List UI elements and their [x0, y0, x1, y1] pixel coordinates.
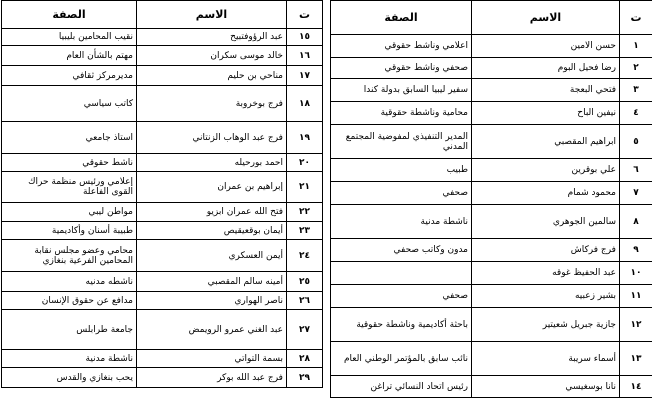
row-desc: صحفي وناشط حقوقي: [331, 58, 472, 79]
table-row: [2, 46, 323, 66]
table-row: [331, 342, 652, 376]
table-row: [331, 102, 652, 125]
row-name: فرج عبد الله بوكر: [137, 368, 287, 388]
row-desc: إعلامي ورئيس منظمة حراك القوى الفاعلة: [2, 172, 137, 203]
row-num: ١٧: [287, 66, 323, 86]
row-name: أسماء سريبة: [472, 342, 620, 376]
row-num: ٢٠: [287, 154, 323, 172]
row-name: أيمان بوقعيقيص: [137, 222, 287, 240]
row-num: ١٣: [620, 342, 652, 376]
header-desc: الصفة: [331, 1, 472, 35]
row-name: عبد الرؤوفتبيح: [137, 29, 287, 46]
row-num: ٢٥: [287, 272, 323, 292]
table-row: [2, 29, 323, 46]
row-name: خالد موسى سكران: [137, 46, 287, 66]
table-row: [331, 159, 652, 182]
row-num: ٣: [620, 79, 652, 102]
row-desc: [331, 262, 472, 285]
row-num: ٩: [620, 239, 652, 262]
row-name: فرج فركاش: [472, 239, 620, 262]
row-num: ٢١: [287, 172, 323, 203]
row-name: ناصر الهواري: [137, 292, 287, 310]
table-row: [2, 122, 323, 154]
table-row: [2, 203, 323, 222]
row-num: ٢٤: [287, 240, 323, 272]
row-desc: ناشطه مدنيه: [2, 272, 137, 292]
header-num: ت: [620, 1, 652, 35]
table-row: [2, 172, 323, 203]
row-desc: مواطن ليبي: [2, 203, 137, 222]
row-name: فرج بوخروبة: [137, 86, 287, 122]
row-name: حسن الامين: [472, 35, 620, 58]
signatories-table-right: [330, 0, 652, 398]
table-row: [2, 222, 323, 240]
row-desc: اعلامي وناشط حقوقي: [331, 35, 472, 58]
signatories-table-left: [1, 0, 323, 388]
row-name: مناحي بن حليم: [137, 66, 287, 86]
table-row: [331, 308, 652, 342]
table-row: [2, 310, 323, 350]
row-desc: ناشط حقوقي: [2, 154, 137, 172]
row-num: ٢٨: [287, 350, 323, 368]
row-num: ٢٩: [287, 368, 323, 388]
table-row: [331, 35, 652, 58]
row-name: أمينه سالم المقصبي: [137, 272, 287, 292]
row-num: ٢٢: [287, 203, 323, 222]
row-desc: كاتب سياسي: [2, 86, 137, 122]
table-row: [331, 125, 652, 159]
table-row: [2, 240, 323, 272]
row-name: بشير زعبيه: [472, 285, 620, 308]
table-row: [2, 350, 323, 368]
row-desc: مديرمركز ثقافي: [2, 66, 137, 86]
row-name: فتح الله عمران ابزيو: [137, 203, 287, 222]
header-num: ت: [287, 1, 323, 29]
table-row: [331, 182, 652, 205]
table-row: [331, 376, 652, 398]
row-desc: ناشطة مدنية: [2, 350, 137, 368]
row-name: نيفين الباح: [472, 102, 620, 125]
row-num: ٢٦: [287, 292, 323, 310]
row-num: ١٩: [287, 122, 323, 154]
row-name: سالمين الجوهري: [472, 205, 620, 239]
header-row: [2, 1, 323, 29]
row-desc: محامي وعضو مجلس نقابة المحامين الفرعية بنغازي: [2, 240, 137, 272]
table-row: [331, 262, 652, 285]
row-desc: ناشطة مدنية: [331, 205, 472, 239]
row-name: عبد الغني عمرو الرويمض: [137, 310, 287, 350]
row-num: ١٠: [620, 262, 652, 285]
table-row: [2, 86, 323, 122]
row-num: ٢٣: [287, 222, 323, 240]
row-desc: باحثة أكاديمية وناشطة حقوقية: [331, 308, 472, 342]
row-desc: يحب بنغازي والقدس: [2, 368, 137, 388]
table-row: [331, 79, 652, 102]
row-num: ٤: [620, 102, 652, 125]
table-row: [2, 368, 323, 388]
row-desc: مهتم بالشأن العام: [2, 46, 137, 66]
table-row: [2, 154, 323, 172]
row-num: ٧: [620, 182, 652, 205]
row-desc: رئيس اتحاد النسائي تراغن: [331, 376, 472, 398]
row-num: ١٢: [620, 308, 652, 342]
row-desc: طبيبة أسنان وأكاديمية: [2, 222, 137, 240]
row-name: عبد الحفيظ غوقه: [472, 262, 620, 285]
table-row: [2, 292, 323, 310]
table-row: [2, 272, 323, 292]
row-name: بسمة التواتي: [137, 350, 287, 368]
header-name: الاسم: [472, 1, 620, 35]
row-desc: نقيب المحامين بليبيا: [2, 29, 137, 46]
row-num: ١٦: [287, 46, 323, 66]
row-name: رضا فحيل البوم: [472, 58, 620, 79]
row-desc: مدون وكاتب صحفي: [331, 239, 472, 262]
row-desc: المدير التنفيذي لمفوضية المجتمع المدني: [331, 125, 472, 159]
header-row: [331, 1, 652, 35]
row-desc: صحفي: [331, 285, 472, 308]
row-desc: محامية وناشطة حقوقية: [331, 102, 472, 125]
table-row: [331, 205, 652, 239]
row-num: ٦: [620, 159, 652, 182]
row-num: ٢٧: [287, 310, 323, 350]
row-desc: استاذ جامعي: [2, 122, 137, 154]
header-desc: الصفة: [2, 1, 137, 29]
table-row: [331, 58, 652, 79]
row-desc: سفير ليبيا السابق بدولة كندا: [331, 79, 472, 102]
table-row: [331, 285, 652, 308]
row-desc: مدافع عن حقوق الإنسان: [2, 292, 137, 310]
row-desc: نائب سابق بالمؤتمر الوطني العام: [331, 342, 472, 376]
row-name: محمود شمام: [472, 182, 620, 205]
row-name: إبراهيم بن عمران: [137, 172, 287, 203]
row-name: أيمن العسكري: [137, 240, 287, 272]
row-num: ٨: [620, 205, 652, 239]
row-num: ١١: [620, 285, 652, 308]
row-desc: صحفي: [331, 182, 472, 205]
header-name: الاسم: [137, 1, 287, 29]
row-num: ٢: [620, 58, 652, 79]
row-num: ١٤: [620, 376, 652, 398]
row-name: احمد بورحيله: [137, 154, 287, 172]
row-num: ١٥: [287, 29, 323, 46]
row-name: جازية جبريل شعيتير: [472, 308, 620, 342]
row-name: نانا بوسغيسي: [472, 376, 620, 398]
row-name: فرج عبد الوهاب الزنتاني: [137, 122, 287, 154]
row-name: علي بوقرين: [472, 159, 620, 182]
table-row: [2, 66, 323, 86]
row-name: فتحي البعجة: [472, 79, 620, 102]
table-row: [331, 239, 652, 262]
row-name: ابراهيم المقصبي: [472, 125, 620, 159]
row-num: ١: [620, 35, 652, 58]
row-desc: طبيب: [331, 159, 472, 182]
row-num: ٥: [620, 125, 652, 159]
row-num: ١٨: [287, 86, 323, 122]
row-desc: جامعة طرابلس: [2, 310, 137, 350]
